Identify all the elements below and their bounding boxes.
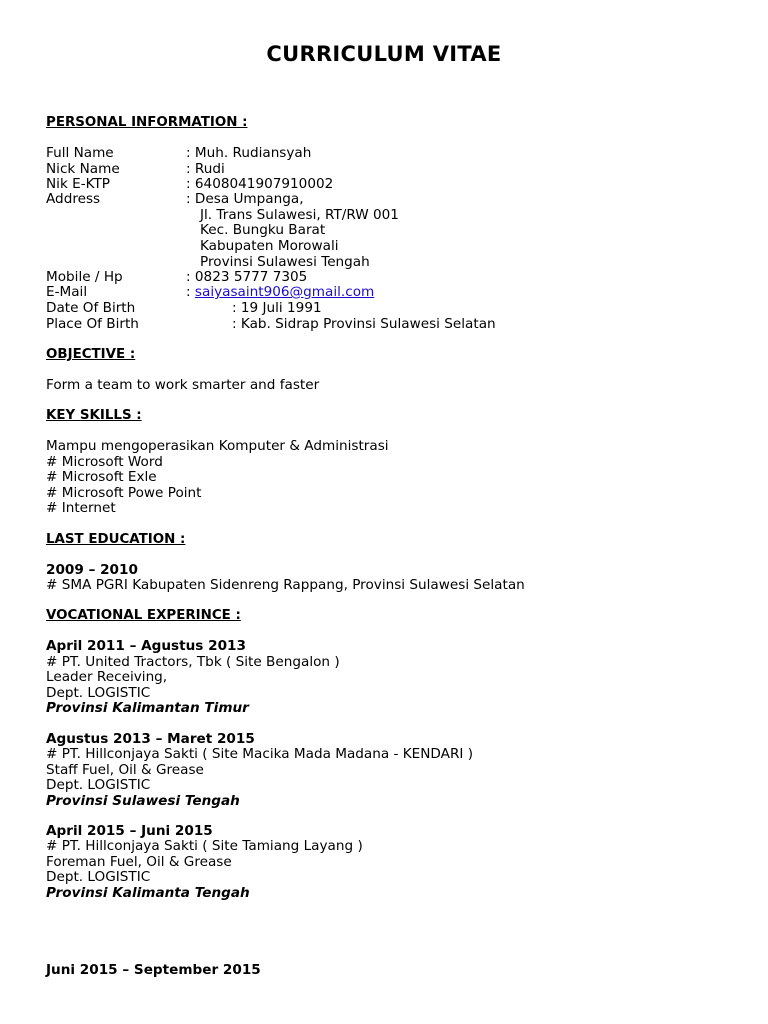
field-label: Nick Name <box>46 161 120 177</box>
section-heading-personal: PERSONAL INFORMATION : <box>46 115 248 130</box>
field-value: : Desa Umpanga, <box>186 191 304 207</box>
job-company: # PT. Hillconjaya Sakti ( Site Tamiang Layang ) <box>46 838 363 854</box>
section-heading-skills: KEY SKILLS : <box>46 408 142 423</box>
email-link[interactable]: saiyasaint906@gmail.com <box>194 284 375 300</box>
section-heading-experience: VOCATIONAL EXPERINCE : <box>46 608 241 623</box>
job-role: Staff Fuel, Oil & Grease <box>46 762 204 778</box>
field-label: Full Name <box>46 145 114 161</box>
field-email <box>46 284 374 300</box>
job-dept: Dept. LOGISTIC <box>46 777 151 793</box>
field-label: Place Of Birth <box>46 316 139 332</box>
field-label: Date Of Birth <box>46 300 136 316</box>
job-period: April 2011 – Agustus 2013 <box>46 638 246 654</box>
field-label: Mobile / Hp <box>46 269 123 285</box>
address-line: Kec. Bungku Barat <box>200 222 326 238</box>
education-school: # SMA PGRI Kabupaten Sidenreng Rappang, Provinsi Sulawesi Selatan <box>46 577 525 593</box>
skill-item: Mampu mengoperasikan Komputer & Administrasi <box>46 438 389 454</box>
field-colon: : <box>186 284 195 300</box>
job-dept: Dept. LOGISTIC <box>46 685 151 701</box>
job-period: April 2015 – Juni 2015 <box>46 823 213 839</box>
job-company: # PT. Hillconjaya Sakti ( Site Macika Mada Madana - KENDARI ) <box>46 746 474 762</box>
address-line: Kabupaten Morowali <box>200 238 339 254</box>
job-period: Agustus 2013 – Maret 2015 <box>46 731 255 747</box>
skill-item: # Internet <box>46 500 116 516</box>
address-line: Jl. Trans Sulawesi, RT/RW 001 <box>200 207 399 223</box>
field-value: : 0823 5777 7305 <box>186 269 308 285</box>
objective-text: Form a team to work smarter and faster <box>46 377 320 393</box>
field-nick-name <box>46 161 225 177</box>
field-date-of-birth <box>46 300 322 316</box>
field-label: Nik E-KTP <box>46 176 110 192</box>
job-location: Provinsi Kalimanta Tengah <box>46 885 250 901</box>
job-location: Provinsi Kalimantan Timur <box>46 700 249 716</box>
field-place-of-birth <box>46 316 496 332</box>
field-value: : Kab. Sidrap Provinsi Sulawesi Selatan <box>232 316 496 332</box>
field-mobile <box>46 269 307 285</box>
education-period: 2009 – 2010 <box>46 562 138 578</box>
skill-item: # Microsoft Exle <box>46 469 157 485</box>
job-dept: Dept. LOGISTIC <box>46 869 151 885</box>
field-value: : 6408041907910002 <box>186 176 334 192</box>
field-full-name <box>46 145 311 161</box>
job-period: Juni 2015 – September 2015 <box>46 962 261 978</box>
skill-item: # Microsoft Powe Point <box>46 485 202 501</box>
field-nik <box>46 176 333 192</box>
skill-item: # Microsoft Word <box>46 454 163 470</box>
page-title: CURRICULUM VITAE <box>266 42 502 66</box>
field-value: : 19 Juli 1991 <box>232 300 322 316</box>
job-role: Leader Receiving, <box>46 669 168 685</box>
address-line: Provinsi Sulawesi Tengah <box>200 254 370 270</box>
section-heading-education: LAST EDUCATION : <box>46 532 186 547</box>
job-location: Provinsi Sulawesi Tengah <box>46 793 240 809</box>
job-company: # PT. United Tractors, Tbk ( Site Bengalon ) <box>46 654 340 670</box>
field-label: Address <box>46 191 101 207</box>
field-address <box>46 191 304 207</box>
field-value: : Muh. Rudiansyah <box>186 145 312 161</box>
section-heading-objective: OBJECTIVE : <box>46 347 136 362</box>
field-value: : Rudi <box>186 161 225 177</box>
field-label: E-Mail <box>46 284 88 300</box>
job-role: Foreman Fuel, Oil & Grease <box>46 854 232 870</box>
